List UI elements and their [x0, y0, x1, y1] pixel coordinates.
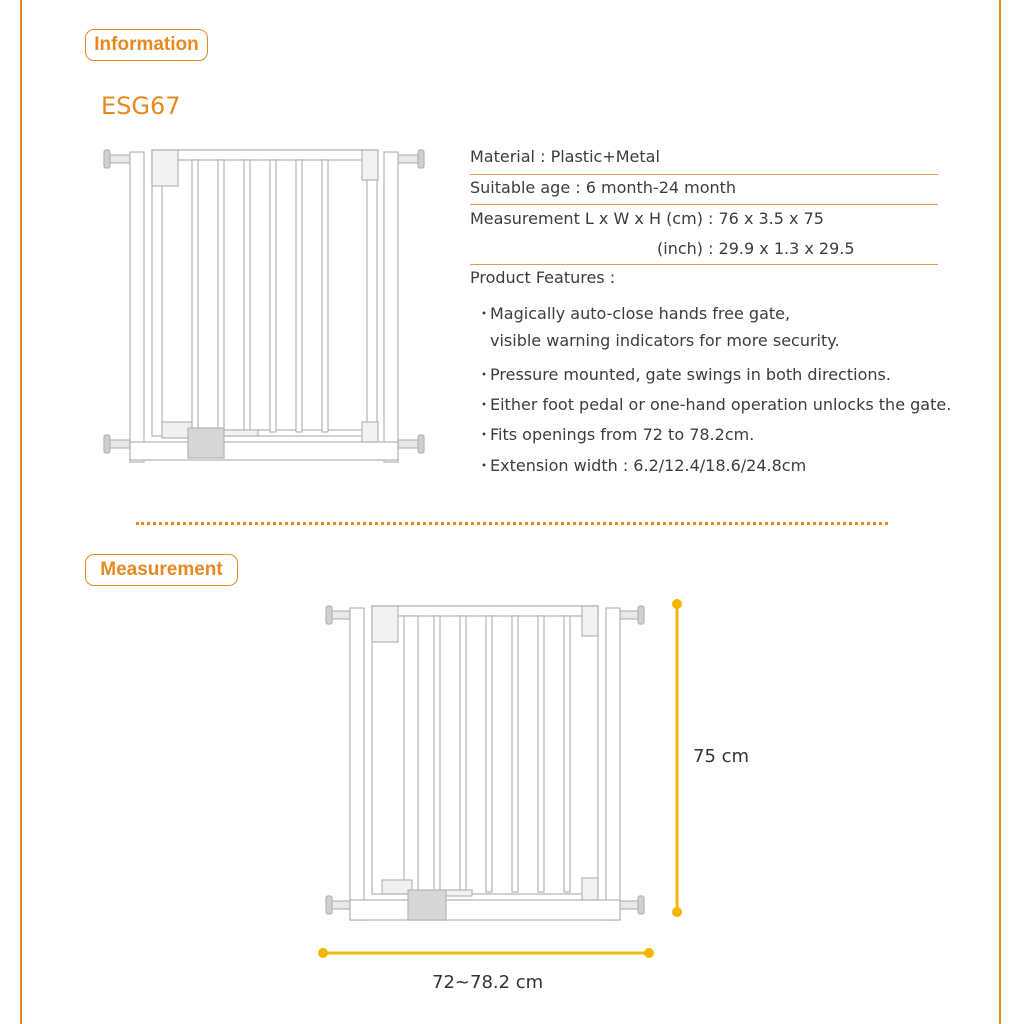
bullet-icon: ・	[476, 304, 493, 323]
feature-item	[476, 422, 754, 445]
feature-text: Fits openings from 72 to 78.2cm.	[490, 425, 755, 444]
height-dimension-line	[670, 597, 684, 919]
model-name: ESG67	[101, 92, 181, 120]
feature-item	[476, 453, 806, 476]
spec-suitable-age: Suitable age : 6 month-24 month	[470, 178, 737, 197]
measurement-section-label: Measurement	[85, 554, 238, 586]
divider	[470, 264, 938, 265]
feature-text: Magically auto-close hands free gate,	[490, 304, 791, 323]
feature-text: Pressure mounted, gate swings in both directions.	[490, 365, 891, 384]
section-divider	[136, 522, 888, 525]
feature-item	[476, 362, 891, 385]
feature-item	[476, 392, 951, 415]
spec-material: Material : Plastic+Metal	[470, 147, 660, 166]
bullet-icon: ・	[476, 456, 493, 475]
spec-measurement-inch: (inch) : 29.9 x 1.3 x 29.5	[657, 239, 855, 258]
feature-item-continued: visible warning indicators for more security.	[490, 331, 840, 350]
gate-image-measurement	[322, 600, 652, 925]
gate-image-top	[100, 142, 440, 467]
feature-item	[476, 301, 790, 324]
feature-text: Extension width : 6.2/12.4/18.6/24.8cm	[490, 456, 807, 475]
bullet-icon: ・	[476, 425, 493, 444]
height-label: 75 cm	[693, 746, 750, 767]
width-label: 72~78.2 cm	[432, 972, 544, 993]
bullet-icon: ・	[476, 365, 493, 384]
feature-text: Either foot pedal or one-hand operation unlocks the gate.	[490, 395, 952, 414]
features-title: Product Features :	[470, 268, 616, 287]
bullet-icon: ・	[476, 395, 493, 414]
information-section-label: Information	[85, 29, 208, 61]
divider	[470, 204, 938, 205]
divider	[470, 174, 938, 175]
spec-measurement-cm: Measurement L x W x H (cm) : 76 x 3.5 x 75	[470, 209, 824, 228]
width-dimension-line	[316, 946, 656, 960]
